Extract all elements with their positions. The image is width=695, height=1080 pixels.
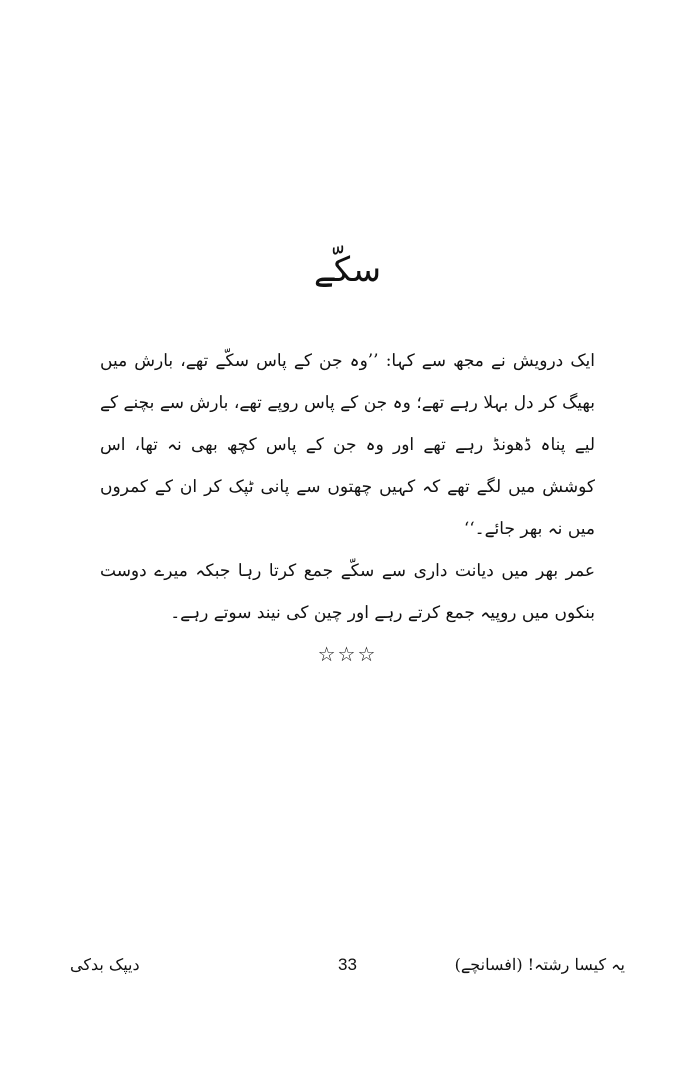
section-separator: ☆☆☆ [317, 642, 378, 666]
page-number: 33 [338, 955, 357, 974]
story-title: سکّے [313, 250, 382, 290]
page-footer [70, 950, 625, 980]
story-paragraph: ایک درویش نے مجھ سے کہا: ’’وہ جن کے پاس سکّے تھے، بارش میں بھیگ کر دل بہلا رہے تھے؛ وہ جن کے پاس روپے تھے، بارش سے بچنے کے لیے پناہ ڈھونڈ رہے تھے اور وہ جن کے پاس کچھ بھی نہ تھا، اس کوشش میں لگے تھے کہ کہیں چھتوں سے پانی ٹپک کر ان کے کمروں میں نہ بھر جائے۔‘‘ [100, 351, 595, 539]
footer-author: دیپک بدکی [70, 955, 140, 974]
story-paragraph: عمر بھر میں دیانت داری سے سکّے جمع کرتا رہا جبکہ میرے دوست بنکوں میں روپیہ جمع کرتے رہے اور چین کی نیند سوتے رہے۔ [100, 561, 595, 623]
footer-book-title: یہ کیسا رشتہ! (افسانچے) [454, 955, 625, 974]
story-body [100, 340, 595, 634]
